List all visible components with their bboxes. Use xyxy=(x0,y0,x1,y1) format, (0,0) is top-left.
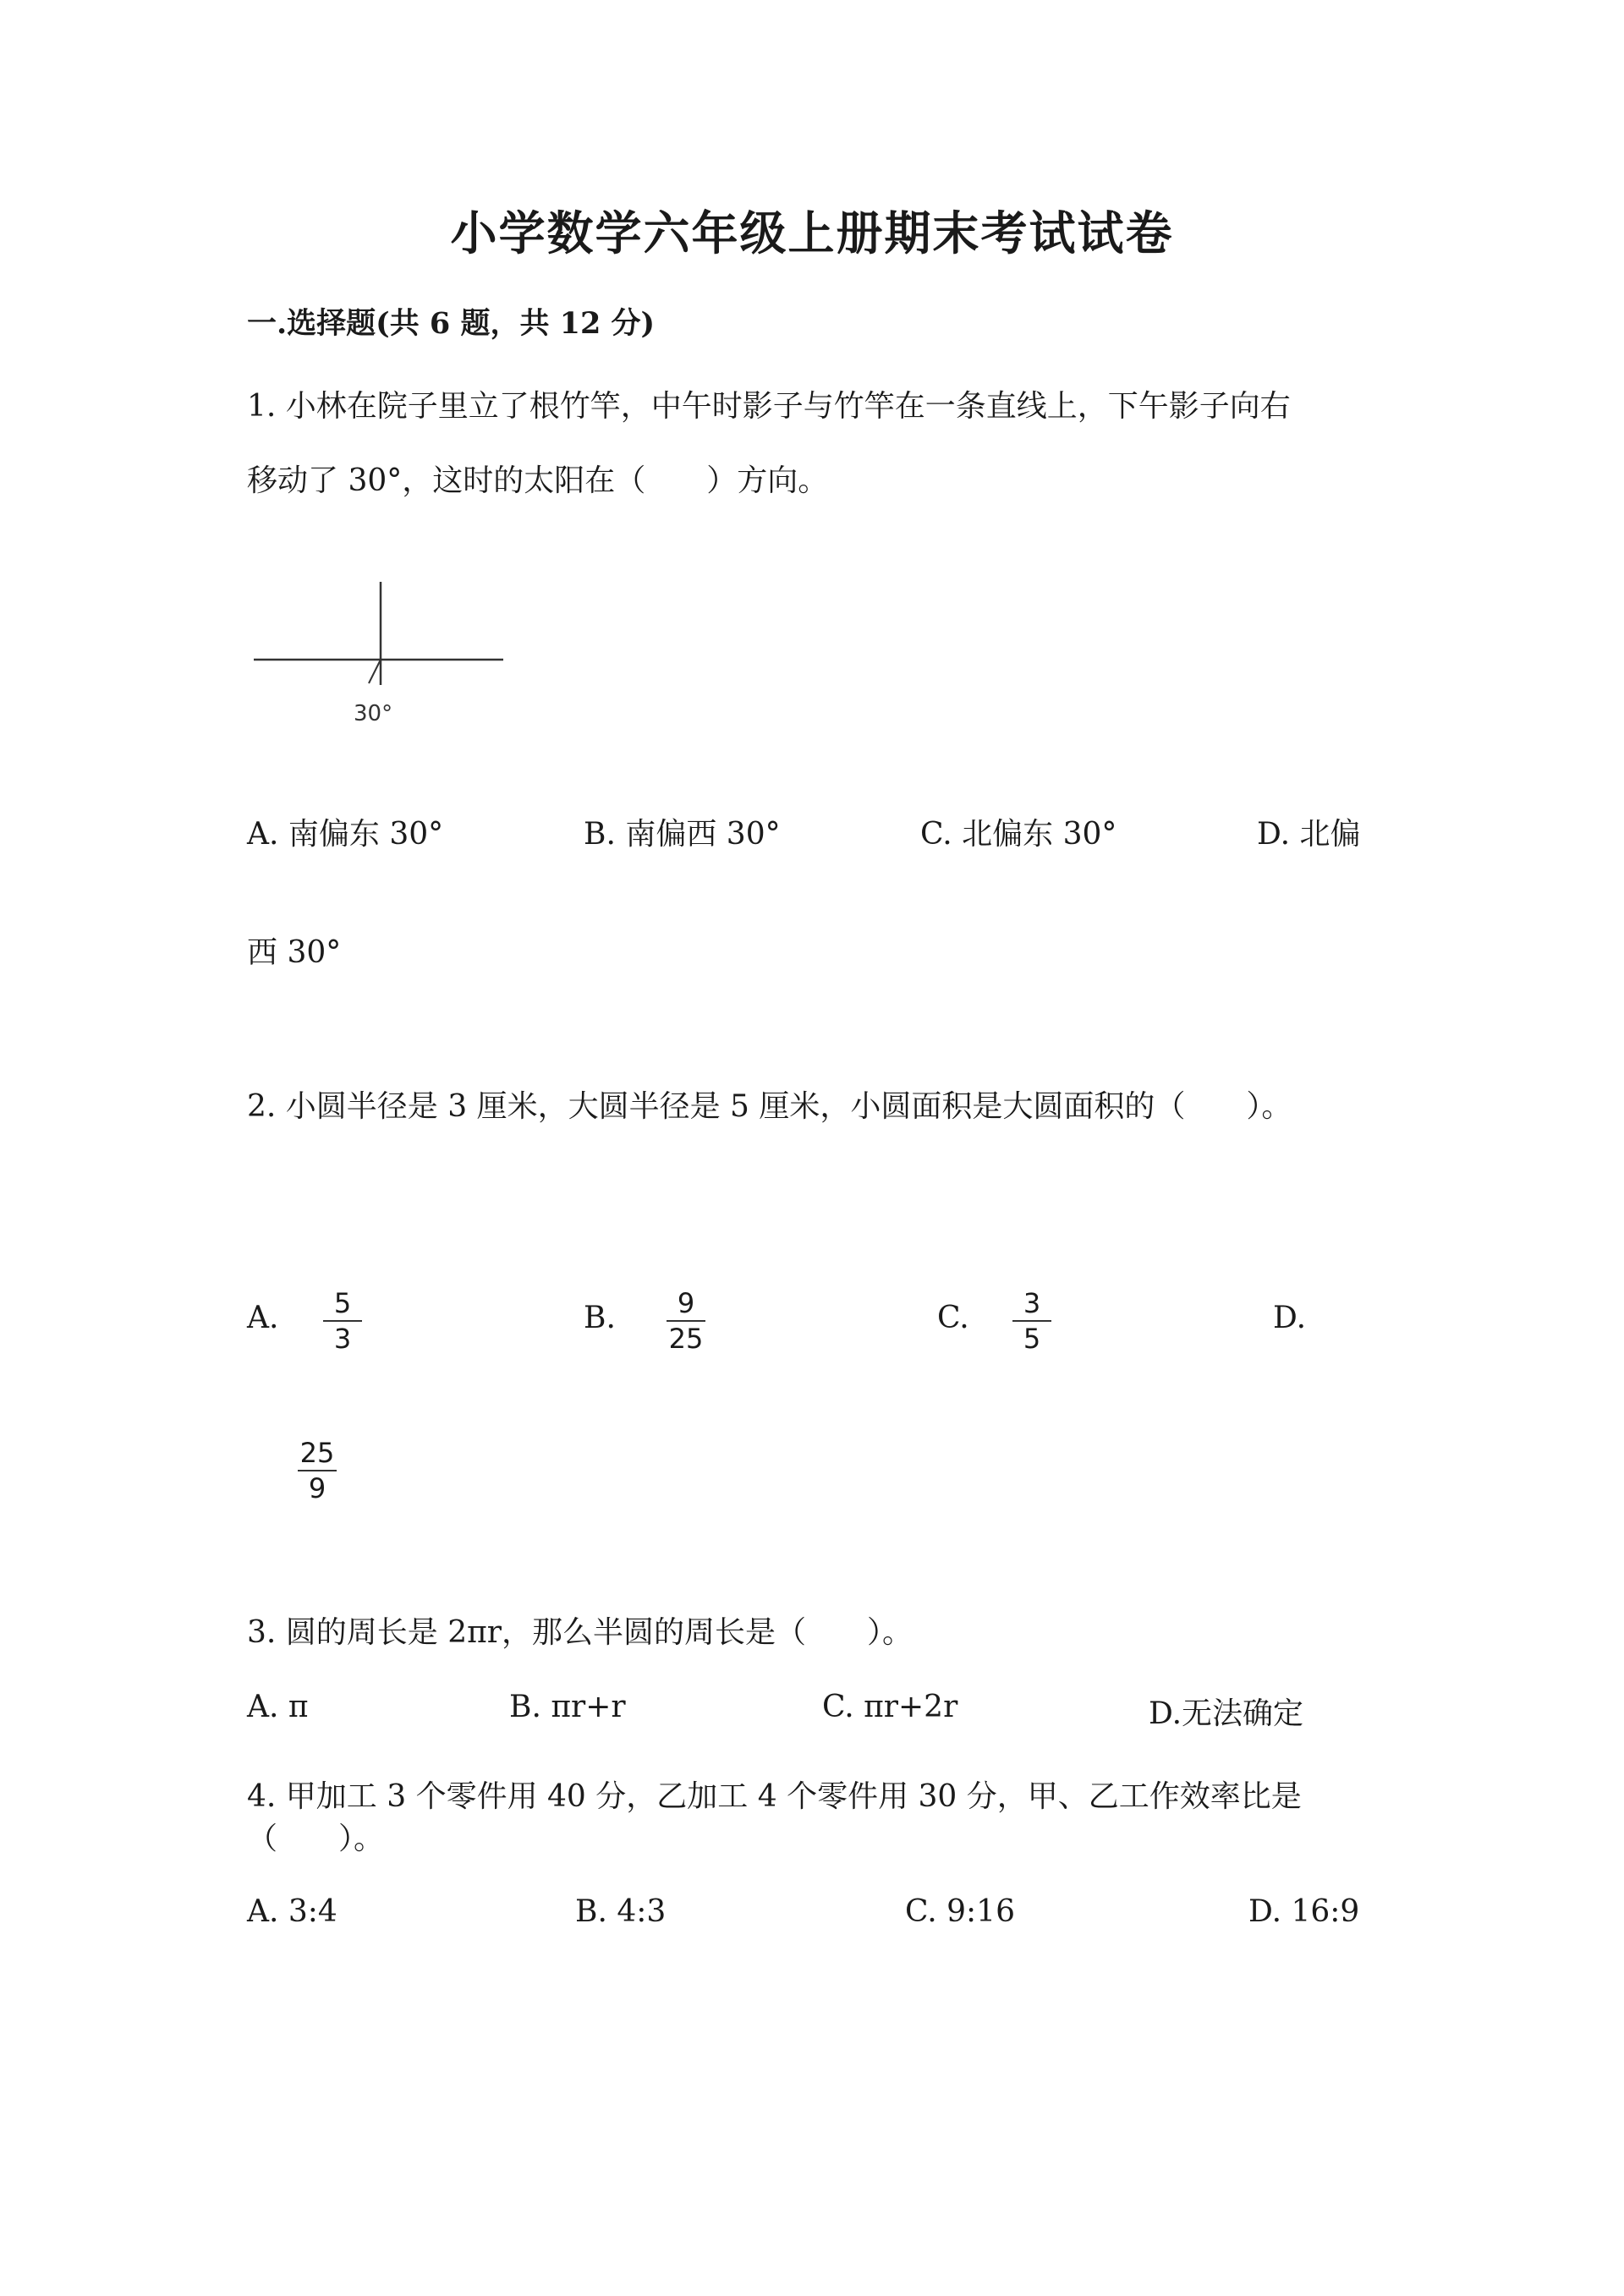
fraction-denominator: 9 xyxy=(308,1472,326,1504)
q1-option-d-wrap: 西 30° xyxy=(247,935,342,970)
fraction-numerator: 9 xyxy=(677,1287,695,1319)
question-4-line-2: （ ）。 xyxy=(247,1822,385,1856)
question-1-line-2: 移动了 30°，这时的太阳在（ ）方向。 xyxy=(247,463,829,498)
shadow-angle-diagram xyxy=(245,575,524,736)
q3-option-b[interactable]: B. πr+r xyxy=(509,1690,626,1724)
q3-option-a[interactable]: A. π xyxy=(247,1690,309,1724)
question-3-text: 3. 圆的周长是 2πr，那么半圆的周长是（ ）。 xyxy=(247,1615,914,1650)
question-2-text: 2. 小圆半径是 3 厘米，大圆半径是 5 厘米，小圆面积是大圆面积的（ ）。 xyxy=(247,1089,1292,1124)
q1-option-a[interactable]: A. 南偏东 30° xyxy=(247,817,444,852)
q2-option-d-label[interactable]: D. xyxy=(1273,1301,1307,1335)
q3-option-c[interactable]: C. πr+2r xyxy=(822,1690,958,1724)
question-4-line-1: 4. 甲加工 3 个零件用 40 分，乙加工 4 个零件用 30 分，甲、乙工作效率比是 xyxy=(247,1779,1302,1814)
q4-option-c[interactable]: C. 9:16 xyxy=(905,1894,1015,1929)
q2-option-c-fraction[interactable] xyxy=(1002,1287,1062,1355)
q4-option-d[interactable]: D. 16:9 xyxy=(1248,1894,1360,1929)
q1-option-c[interactable]: C. 北偏东 30° xyxy=(920,817,1117,852)
q2-option-d-fraction[interactable] xyxy=(288,1439,347,1502)
section-heading: 一.选择题(共 6 题，共 12 分) xyxy=(247,306,656,341)
q1-option-d[interactable]: D. 北偏 xyxy=(1257,817,1361,852)
q2-option-a-fraction[interactable] xyxy=(313,1287,372,1355)
fraction-denominator: 25 xyxy=(668,1323,704,1355)
q4-option-b[interactable]: B. 4:3 xyxy=(575,1894,667,1929)
q4-option-a[interactable]: A. 3:4 xyxy=(247,1894,337,1929)
angle-label: 30° xyxy=(354,701,393,726)
q3-option-d[interactable]: D.无法确定 xyxy=(1149,1696,1304,1731)
q2-option-a-label[interactable]: A. xyxy=(247,1301,279,1335)
q2-option-b-label[interactable]: B. xyxy=(584,1301,616,1335)
fraction-numerator: 3 xyxy=(1023,1287,1041,1319)
fraction-denominator: 3 xyxy=(333,1323,352,1355)
shadow-line xyxy=(369,660,381,683)
page-title: 小学数学六年级上册期末考试试卷 xyxy=(450,205,1174,260)
fraction-numerator: 5 xyxy=(333,1287,352,1319)
q2-option-c-label[interactable]: C. xyxy=(937,1301,969,1335)
fraction-denominator: 5 xyxy=(1023,1323,1041,1355)
q1-option-b[interactable]: B. 南偏西 30° xyxy=(584,817,781,852)
question-1-line-1: 1. 小林在院子里立了根竹竿，中午时影子与竹竿在一条直线上，下午影子向右 xyxy=(247,389,1291,424)
q2-option-b-fraction[interactable] xyxy=(656,1287,716,1355)
fraction-numerator: 25 xyxy=(299,1437,335,1469)
